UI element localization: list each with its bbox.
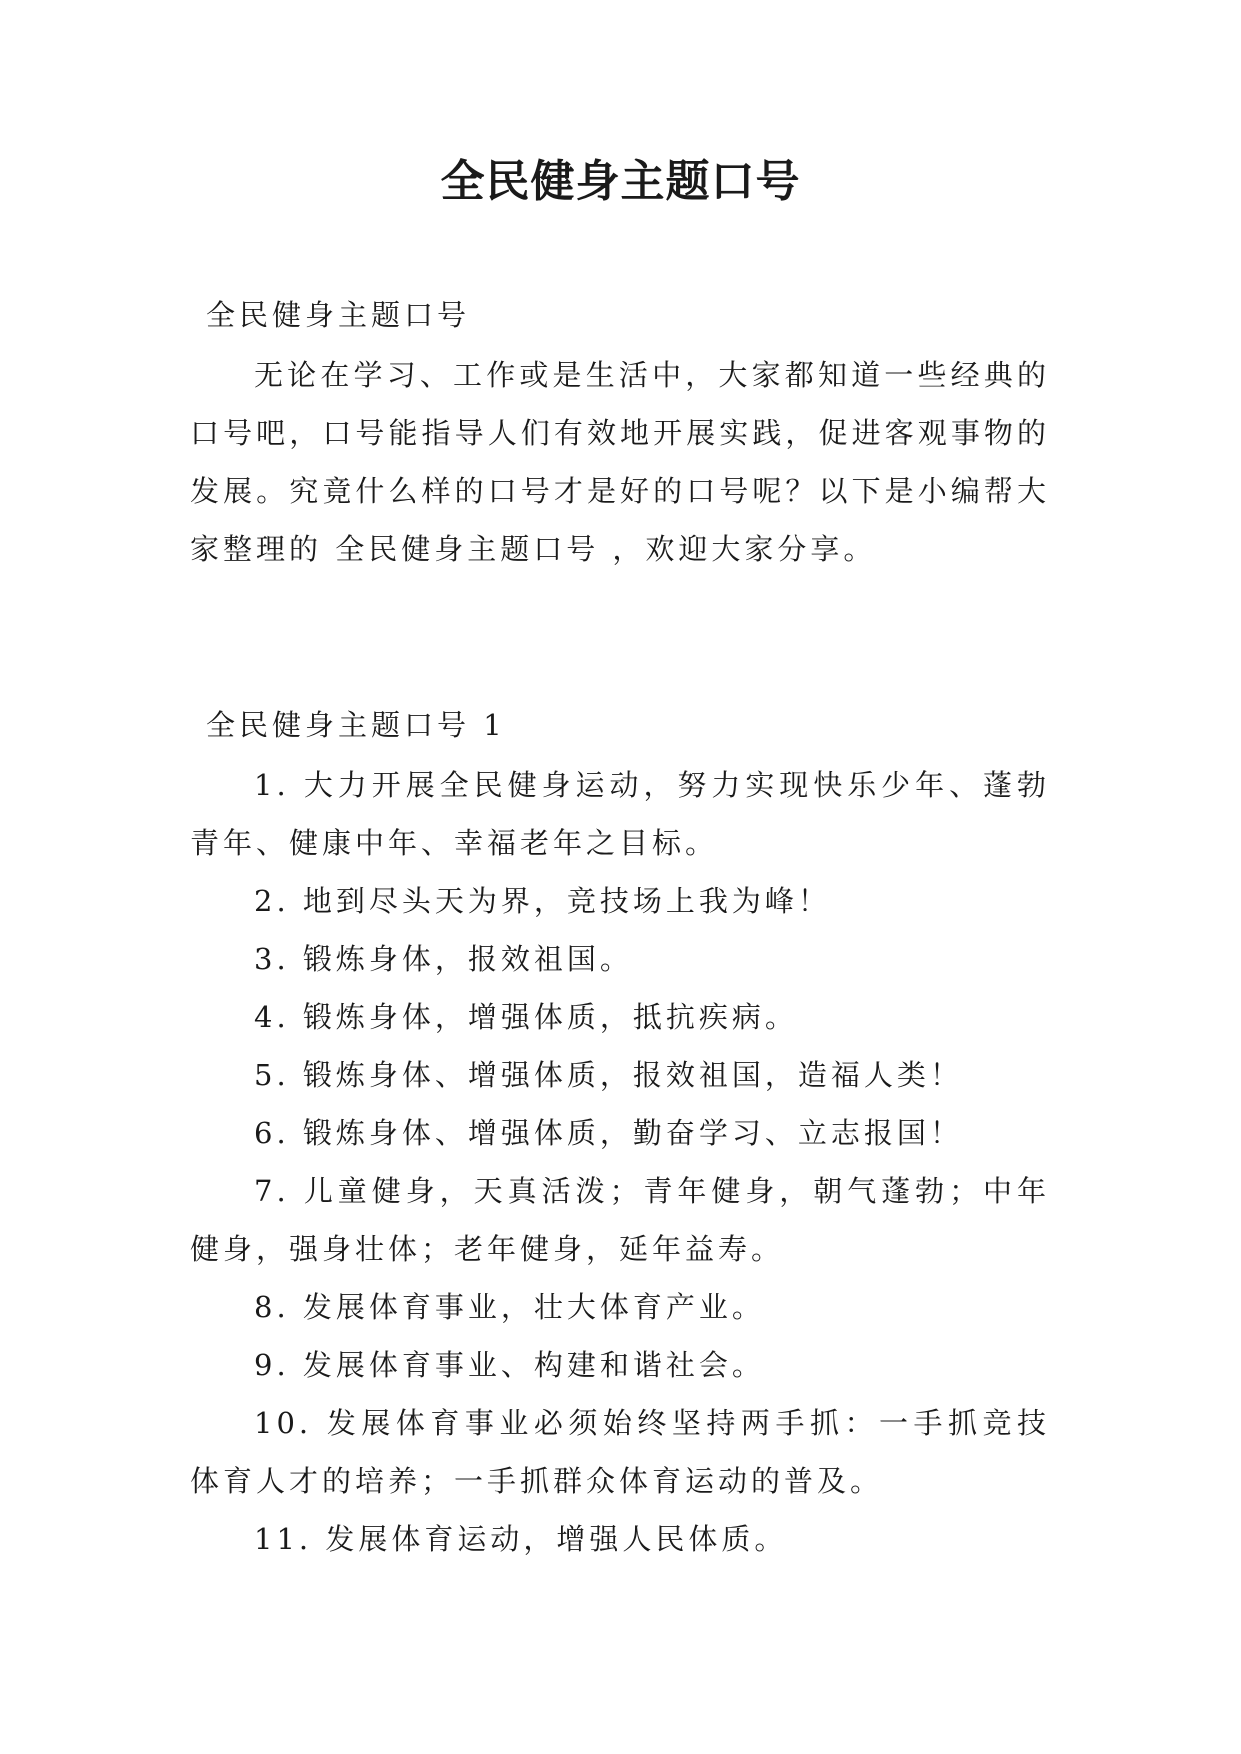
slogan-item: 5. 锻炼身体、增强体质，报效祖国，造福人类！ (254, 1058, 963, 1092)
slogan-list (190, 756, 1050, 1568)
slogan-item: 3. 锻炼身体，报效祖国。 (254, 942, 633, 976)
slogan-item: 8. 发展体育事业，壮大体育产业。 (254, 1290, 765, 1324)
slogan-item: 11. 发展体育运动，增强人民体质。 (254, 1522, 788, 1556)
document-title: 全民健身主题口号 (440, 156, 801, 207)
intro-section (190, 346, 1050, 578)
intro-paragraph: 无论在学习、工作或是生活中，大家都知道一些经典的口号吧，口号能指导人们有效地开展实践，促进客观事物的发展。究竟什么样的口号才是好的口号呢？以下是小编帮大家整理的 全民健身主题口号 ，欢迎大家分享。 (190, 358, 1050, 566)
slogan-item: 10. 发展体育事业必须始终坚持两手抓：一手抓竞技体育人才的培养；一手抓群众体育运动的普及。 (190, 1406, 1050, 1498)
slogan-item: 2. 地到尽头天为界，竞技场上我为峰！ (254, 884, 831, 918)
slogan-item: 6. 锻炼身体、增强体质，勤奋学习、立志报国！ (254, 1116, 963, 1150)
section-heading: 全民健身主题口号 1 (206, 708, 506, 742)
intro-heading: 全民健身主题口号 (206, 298, 471, 332)
slogan-item: 7. 儿童健身，天真活泼；青年健身，朝气蓬勃；中年健身，强身壮体；老年健身，延年益寿。 (190, 1174, 1050, 1266)
slogan-item: 4. 锻炼身体，增强体质，抵抗疾病。 (254, 1000, 798, 1034)
slogan-item: 1. 大力开展全民健身运动，努力实现快乐少年、蓬勃青年、健康中年、幸福老年之目标。 (190, 768, 1050, 860)
slogan-item: 9. 发展体育事业、构建和谐社会。 (254, 1348, 765, 1382)
